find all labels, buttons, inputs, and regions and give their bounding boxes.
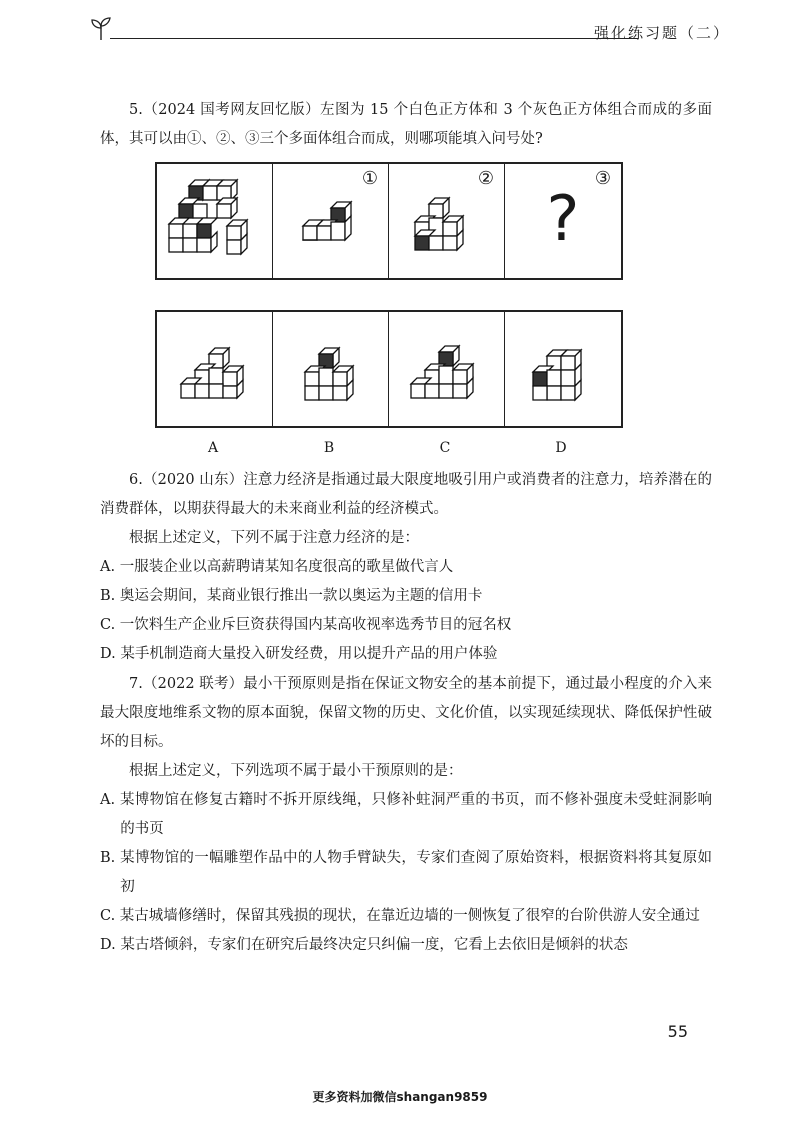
running-header — [90, 14, 730, 50]
option-c-figure — [389, 312, 505, 426]
option-label-d: D — [555, 440, 567, 456]
option-a-figure — [157, 312, 273, 426]
figure-part-3 — [505, 164, 621, 278]
question-mark: ? — [546, 182, 580, 255]
question-7-prompt: 根据上述定义，下列选项不属于最小干预原则的是： — [129, 763, 463, 779]
question-6 — [100, 466, 712, 669]
question-6-option-a: A. 一服装企业以高薪聘请某知名度很高的歌星做代言人 — [100, 559, 454, 575]
question-7-text: 7.（2022 联考）最小干预原则是指在保证文物安全的基本前提下，通过最小程度的介入来最大限度地维系文物的原本面貌，保留文物的历史、文化价值，以实现延续现状、降低保护性破坏的目标。 — [100, 676, 712, 750]
question-6-option-d: D. 某手机制造商大量投入研发经费，用以提升产品的用户体验 — [100, 646, 498, 662]
option-label-c: C — [439, 440, 451, 456]
figure-row-question — [155, 162, 623, 280]
question-6-option-b: B. 奥运会期间，某商业银行推出一款以奥运为主题的信用卡 — [100, 588, 483, 604]
marker-1: ① — [361, 168, 378, 189]
option-b-figure — [273, 312, 389, 426]
footer-note: 更多资料加微信shangan9859 — [312, 1090, 488, 1104]
question-6-text: 6.（2020 山东）注意力经济是指通过最大限度地吸引用户或消费者的注意力，培养潜在的消费群体，以期获得最大的未来商业利益的经济模式。 — [100, 472, 712, 517]
option-labels — [155, 440, 623, 456]
question-6-option-c: C. 一饮料生产企业斥巨资获得国内某高收视率选秀节目的冠名权 — [100, 617, 512, 633]
figure-composite — [157, 164, 273, 278]
question-5-stem — [100, 96, 712, 154]
header-rule — [110, 38, 638, 39]
cube-option-a — [157, 312, 273, 426]
marker-2: ② — [477, 168, 494, 189]
cube-part-2-figure — [389, 164, 505, 278]
question-7-option-b: B. 某博物馆的一幅雕塑作品中的人物手臂缺失，专家们查阅了原始资料，根据资料将其复原如初 — [100, 850, 712, 895]
figure-row-options — [155, 310, 623, 428]
question-6-prompt: 根据上述定义，下列不属于注意力经济的是： — [129, 530, 419, 546]
cube-option-b — [273, 312, 389, 426]
option-d-figure — [505, 312, 621, 426]
page-number: 55 — [667, 1022, 688, 1041]
sprout-icon — [90, 16, 112, 42]
chapter-title: 强化练习题（二） — [593, 24, 730, 42]
figure-part-2 — [389, 164, 505, 278]
cube-option-d — [505, 312, 621, 426]
question-7 — [100, 670, 712, 960]
cube-composite-figure — [157, 164, 273, 278]
question-7-option-c: C. 某古城墙修缮时，保留其残损的现状，在靠近边墙的一侧恢复了很窄的台阶供游人安全通过 — [100, 908, 700, 924]
marker-3: ③ — [594, 168, 611, 189]
cube-part-1-figure — [273, 164, 389, 278]
question-5-text: 5.（2024 国考网友回忆版）左图为 15 个白色正方体和 3 个灰色正方体组合而成的多面体，其可以由①、②、③三个多面体组合而成，则哪项能填入问号处? — [100, 102, 712, 147]
figure-part-1 — [273, 164, 389, 278]
question-7-option-a: A. 某博物馆在修复古籍时不拆开原线绳，只修补蛀洞严重的书页，而不修补强度未受蛀洞影响的书页 — [100, 792, 712, 837]
question-7-option-d: D. 某古塔倾斜，专家们在研究后最终决定只纠偏一度，它看上去依旧是倾斜的状态 — [100, 937, 628, 953]
cube-option-c — [389, 312, 505, 426]
option-label-a: A — [207, 440, 219, 456]
option-label-b: B — [323, 440, 335, 456]
